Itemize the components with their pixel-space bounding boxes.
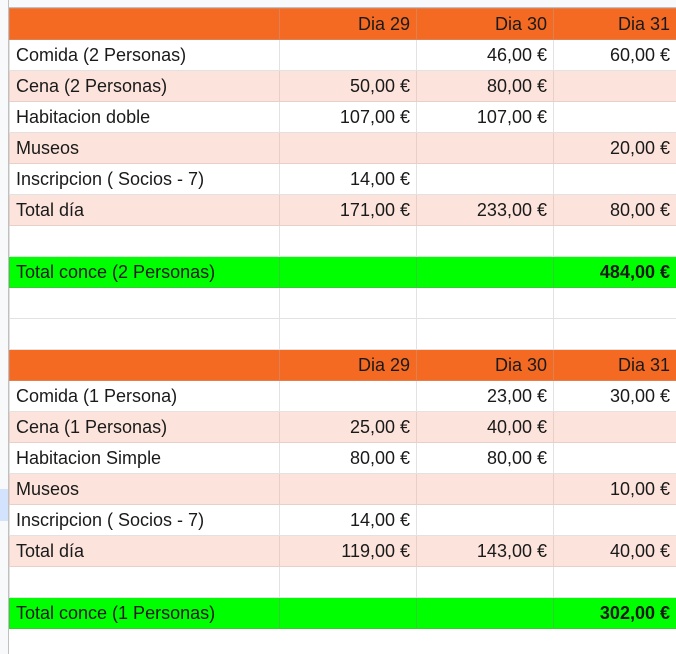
grand-total-value[interactable]: 302,00 € (554, 598, 676, 629)
value-cell[interactable]: 20,00 € (554, 133, 676, 164)
row-label-cell[interactable]: Habitacion Simple (10, 443, 280, 474)
budget-grid (9, 8, 676, 629)
header-row (10, 9, 676, 40)
table-row (10, 102, 676, 133)
value-cell[interactable] (280, 133, 417, 164)
value-cell[interactable]: 25,00 € (280, 412, 417, 443)
value-cell[interactable] (554, 102, 676, 133)
value-cell[interactable] (417, 133, 554, 164)
value-cell[interactable]: 40,00 € (417, 412, 554, 443)
empty-cell[interactable] (417, 257, 554, 288)
value-cell[interactable]: 10,00 € (554, 474, 676, 505)
value-cell[interactable] (417, 505, 554, 536)
header-cell-dia-29[interactable]: Dia 29 (280, 350, 417, 381)
empty-cell[interactable] (417, 226, 554, 257)
value-cell[interactable]: 80,00 € (554, 195, 676, 226)
cell[interactable] (10, 350, 280, 381)
empty-row (10, 288, 676, 319)
selected-row-indicator (0, 489, 8, 521)
grand-total-row (10, 598, 676, 629)
grand-total-label[interactable]: Total conce (2 Personas) (10, 257, 280, 288)
empty-cell[interactable] (554, 319, 676, 350)
empty-cell[interactable] (417, 567, 554, 598)
column-header-bar[interactable] (0, 0, 676, 8)
value-cell[interactable] (554, 71, 676, 102)
grand-total-row (10, 257, 676, 288)
table-row (10, 412, 676, 443)
value-cell[interactable]: 14,00 € (280, 164, 417, 195)
value-cell[interactable] (554, 412, 676, 443)
empty-cell[interactable] (10, 567, 280, 598)
value-cell[interactable]: 23,00 € (417, 381, 554, 412)
empty-row (10, 226, 676, 257)
value-cell[interactable]: 50,00 € (280, 71, 417, 102)
header-cell-dia-30[interactable]: Dia 30 (417, 350, 554, 381)
value-cell[interactable]: 171,00 € (280, 195, 417, 226)
empty-cell[interactable] (554, 226, 676, 257)
value-cell[interactable]: 107,00 € (417, 102, 554, 133)
value-cell[interactable] (417, 164, 554, 195)
empty-cell[interactable] (417, 288, 554, 319)
empty-cell[interactable] (10, 319, 280, 350)
table-row (10, 71, 676, 102)
header-cell-dia-30[interactable]: Dia 30 (417, 9, 554, 40)
value-cell[interactable]: 233,00 € (417, 195, 554, 226)
header-cell-dia-31[interactable]: Dia 31 (554, 9, 676, 40)
row-label-cell[interactable]: Museos (10, 133, 280, 164)
empty-cell[interactable] (417, 598, 554, 629)
table-row (10, 381, 676, 412)
value-cell[interactable]: 60,00 € (554, 40, 676, 71)
empty-row (10, 319, 676, 350)
header-cell-dia-29[interactable]: Dia 29 (280, 9, 417, 40)
row-label-cell[interactable]: Museos (10, 474, 280, 505)
value-cell[interactable] (554, 443, 676, 474)
empty-cell[interactable] (280, 226, 417, 257)
table-row (10, 505, 676, 536)
row-label-cell[interactable]: Cena (2 Personas) (10, 71, 280, 102)
table-row (10, 164, 676, 195)
value-cell[interactable]: 30,00 € (554, 381, 676, 412)
row-label-cell[interactable]: Total día (10, 536, 280, 567)
empty-cell[interactable] (10, 288, 280, 319)
row-label-cell[interactable]: Inscripcion ( Socios - 7) (10, 164, 280, 195)
day-total-row (10, 195, 676, 226)
empty-row (10, 567, 676, 598)
empty-cell[interactable] (280, 319, 417, 350)
value-cell[interactable]: 80,00 € (417, 71, 554, 102)
value-cell[interactable] (554, 505, 676, 536)
row-label-cell[interactable]: Comida (1 Persona) (10, 381, 280, 412)
empty-cell[interactable] (280, 257, 417, 288)
empty-cell[interactable] (10, 226, 280, 257)
grand-total-value[interactable]: 484,00 € (554, 257, 676, 288)
table-row (10, 474, 676, 505)
value-cell[interactable] (280, 40, 417, 71)
value-cell[interactable] (554, 164, 676, 195)
value-cell[interactable]: 14,00 € (280, 505, 417, 536)
value-cell[interactable]: 119,00 € (280, 536, 417, 567)
value-cell[interactable]: 46,00 € (417, 40, 554, 71)
cell[interactable] (10, 9, 280, 40)
header-row (10, 350, 676, 381)
value-cell[interactable]: 107,00 € (280, 102, 417, 133)
value-cell[interactable]: 143,00 € (417, 536, 554, 567)
empty-cell[interactable] (554, 288, 676, 319)
grand-total-label[interactable]: Total conce (1 Personas) (10, 598, 280, 629)
table-row (10, 443, 676, 474)
value-cell[interactable] (417, 474, 554, 505)
empty-cell[interactable] (417, 319, 554, 350)
value-cell[interactable] (280, 474, 417, 505)
value-cell[interactable] (280, 381, 417, 412)
header-cell-dia-31[interactable]: Dia 31 (554, 350, 676, 381)
row-label-cell[interactable]: Habitacion doble (10, 102, 280, 133)
value-cell[interactable]: 80,00 € (417, 443, 554, 474)
row-label-cell[interactable]: Comida (2 Personas) (10, 40, 280, 71)
table-row (10, 133, 676, 164)
empty-cell[interactable] (280, 288, 417, 319)
empty-cell[interactable] (280, 598, 417, 629)
table-row (10, 40, 676, 71)
row-header-bar[interactable] (0, 0, 9, 654)
row-label-cell[interactable]: Total día (10, 195, 280, 226)
day-total-row (10, 536, 676, 567)
empty-cell[interactable] (280, 567, 417, 598)
empty-cell[interactable] (554, 567, 676, 598)
row-label-cell[interactable]: Cena (1 Personas) (10, 412, 280, 443)
value-cell[interactable]: 40,00 € (554, 536, 676, 567)
row-label-cell[interactable]: Inscripcion ( Socios - 7) (10, 505, 280, 536)
value-cell[interactable]: 80,00 € (280, 443, 417, 474)
